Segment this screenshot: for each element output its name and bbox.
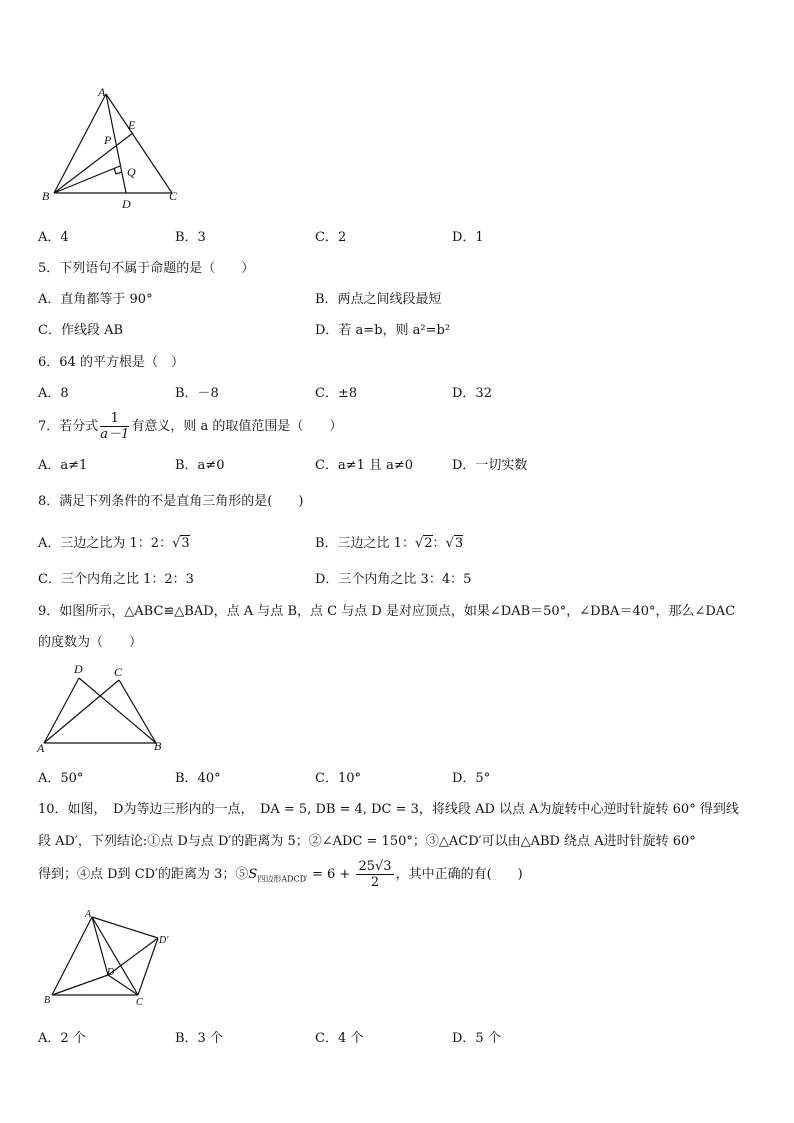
sqrt-symbol: √ — [445, 536, 454, 551]
label-a: A — [98, 86, 106, 99]
q9-option-d: D．5° — [452, 771, 491, 786]
label-q: Q — [127, 165, 136, 179]
q6-option-a: A．8 — [38, 386, 69, 401]
label-b: B — [42, 189, 50, 203]
q9-option-b: B．40° — [175, 771, 221, 786]
q5-option-c: C．作线段 AB — [38, 323, 124, 338]
q9-stem-line1: 9．如图所示，△ABC≌△BAD，点 A 与点 B，点 C 与点 D 是对应顶点，如果∠DAB＝50°，∠DBA＝40°，那么∠DAC — [38, 604, 736, 619]
q10-area-subscript: 四边形ADCD′ — [257, 874, 308, 884]
q10-option-a: A．2 个 — [38, 1031, 86, 1046]
q4-option-a: A．4 — [38, 230, 69, 245]
q8-option-a-root: 3 — [181, 536, 190, 551]
q7-option-d: D．一切实数 — [452, 458, 528, 473]
q6-option-b: B．－8 — [175, 386, 219, 401]
q8-option-b-root2: 3 — [454, 536, 464, 551]
q7-option-c: C．a≠1 且 a≠0 — [315, 458, 414, 473]
q10-label-a: A — [85, 909, 92, 920]
q10-frac-num: 25√3 — [358, 859, 392, 874]
q9-stem-line2: 的度数为（ ） — [38, 635, 143, 650]
q8-option-b-root1: 2 — [424, 536, 433, 551]
q4-option-b: B．3 — [175, 230, 206, 245]
q8-option-d: D．三个内角之比 3：4：5 — [315, 572, 472, 587]
q10-stem-line3 — [38, 858, 523, 897]
q5-option-b: B．两点之间线段最短 — [315, 292, 442, 307]
q9-label-d: D — [74, 662, 83, 676]
q8-option-a — [38, 535, 190, 553]
q10-line3-suffix: ，其中正确的有( ) — [395, 867, 523, 882]
label-d: D — [122, 197, 131, 211]
q10-label-b: B — [44, 995, 51, 1006]
q6-stem: 6．64 的平方根是（ ） — [38, 355, 184, 370]
q8-option-b — [315, 535, 463, 553]
figure-triangle-abc — [38, 86, 188, 211]
figure-q9 — [34, 660, 174, 755]
q10-stem-line1: 10．如图， D为等边三形内的一点， DA = 5, DB = 4, DC = 3，将线段 AD 以点 A为旋转中心逆时针旋转 60° 得到线 — [38, 802, 739, 817]
label-p: P — [104, 133, 112, 147]
q10-eq: = 6 + — [307, 867, 355, 882]
q8-option-b-sep: ： — [432, 536, 446, 551]
q9-label-c: C — [114, 665, 123, 679]
q9-label-a: A — [37, 741, 45, 755]
figure-q10 — [40, 905, 180, 1010]
q7-frac-den: a－1 — [100, 427, 130, 442]
q9-label-b: B — [154, 739, 162, 753]
sqrt-symbol: √ — [172, 536, 181, 551]
q10-stem-line2: 段 AD′，下列结论:①点 D与点 D′的距离为 5；②∠ADC = 150°；③△ACD′可以由△ABD 绕点 A进时针旋转 60° — [38, 834, 696, 849]
q10-frac-den: 2 — [370, 875, 380, 890]
q7-frac-num: 1 — [100, 411, 129, 427]
q5-stem: 5．下列语句不属于命题的是（ ） — [38, 261, 255, 276]
q10-option-d: D．5 个 — [452, 1031, 501, 1046]
q4-option-c: C．2 — [315, 230, 347, 245]
label-c: C — [169, 189, 178, 203]
q7-fraction — [100, 411, 129, 442]
q10-label-c: C — [136, 997, 143, 1008]
q7-option-a: A．a≠1 — [38, 458, 88, 473]
q8-stem: 8．满足下列条件的不是直角三角形的是( ) — [38, 494, 304, 509]
q8-option-c: C．三个内角之比 1：2：3 — [38, 572, 194, 587]
q7-option-b: B．a≠0 — [175, 458, 225, 473]
q7-stem-prefix: 7．若分式 — [38, 419, 99, 434]
q5-option-a: A．直角都等于 90° — [38, 292, 153, 307]
q7-stem-suffix: 有意义，则 a 的取值范围是（ ） — [131, 419, 343, 434]
q10-fraction — [356, 859, 393, 890]
q10-area-s: S — [248, 867, 258, 882]
q7-stem — [38, 410, 342, 444]
q10-label-d: D — [107, 967, 115, 978]
q10-option-b: B．3 个 — [175, 1031, 223, 1046]
q8-option-a-text: A．三边之比为 1：2： — [38, 536, 173, 551]
q10-option-c: C．4 个 — [315, 1031, 364, 1046]
label-e: E — [128, 118, 136, 132]
q10-label-d-prime: D′ — [159, 935, 169, 946]
q8-option-b-text: B．三边之比 1： — [315, 536, 415, 551]
sqrt-symbol: √ — [414, 536, 424, 551]
q4-option-d: D．1 — [452, 230, 484, 245]
q5-option-d: D．若 a=b，则 a²=b² — [315, 323, 451, 338]
q9-option-a: A．50° — [38, 771, 84, 786]
q9-option-c: C．10° — [315, 771, 361, 786]
q6-option-c: C．±8 — [315, 386, 358, 401]
q6-option-d: D．32 — [452, 386, 492, 401]
q10-line3-prefix: 得到；④点 D到 CD′的距离为 3；⑤ — [38, 867, 249, 882]
